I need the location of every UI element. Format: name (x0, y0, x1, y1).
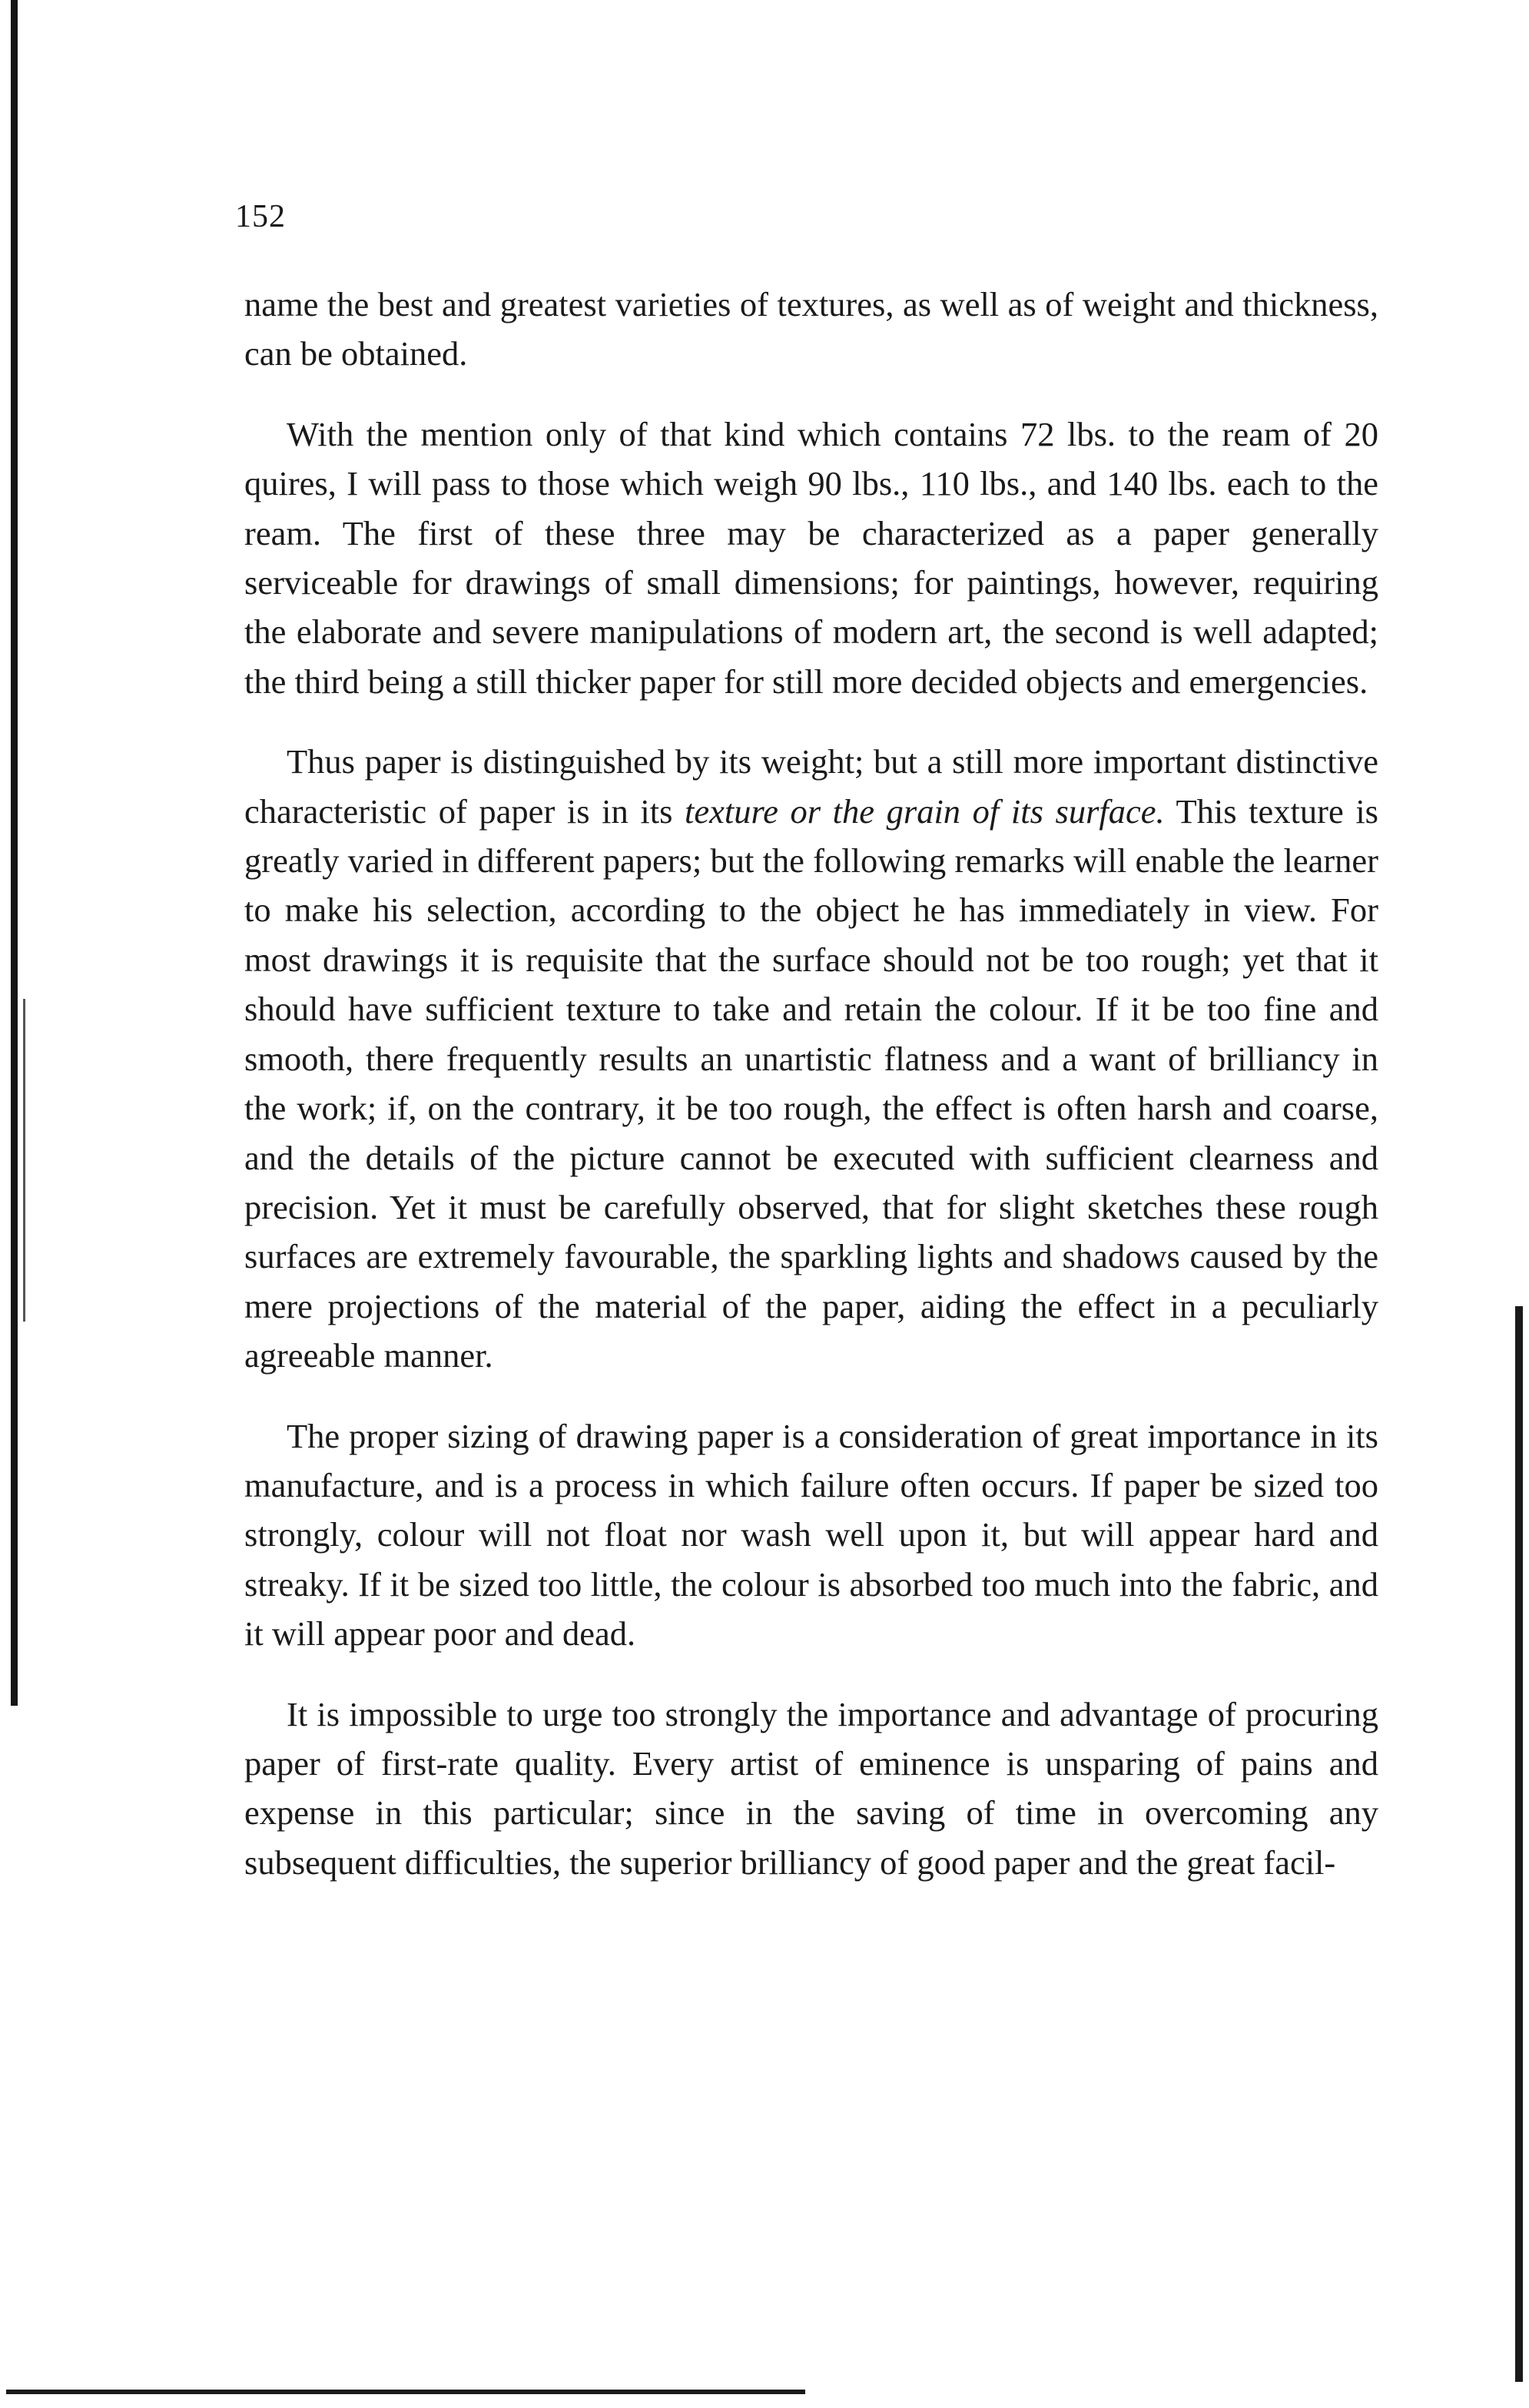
page-left-edge-line (23, 999, 25, 1322)
page-bottom-edge (6, 2390, 805, 2394)
paragraph-1: name the best and greatest varieties of textures, as well as of weight and thickness, can be obtained. (244, 285, 1378, 373)
body-text (244, 280, 1378, 1887)
paragraph-5: It is impossible to urge too strongly the importance and advantage of procuring paper of first-rate quality. Every artist of eminence is unsparing of pains and expense in this particular; since in the saving of time in overcoming any subsequent difficulties, the superior brilliancy of good paper and the great facil- (244, 1694, 1378, 1882)
paragraph-3-italic: texture or the grain of its surface. (685, 791, 1165, 831)
page-number: 152 (235, 199, 286, 234)
paragraph-3-after: This texture is greatly varied in different papers; but the following remarks will enable the learner to make his selection, according to the object he has immediately in view. For most drawings it is requisite that the surface should not be too rough; yet that it should have sufficient texture to take and retain the colour. If it be too fine and smooth, there frequently results an unartistic flatness and a want of brilliancy in the work; if, on the contrary, it be too rough, the effect is often harsh and coarse, and the details of the picture cannot be executed with sufficient clearness and precision. Yet it must be carefully observed, that for slight sketches these rough surfaces are extremely favourable, the sparkling lights and shadows caused by the mere projections of the material of the paper, aiding the effect in a peculiarly agreeable manner. (244, 791, 1378, 1375)
paragraph-3-before: Thus paper is distinguished by its weight; but a still more important distinctive characteristic of paper is in its (244, 742, 1378, 831)
page-left-edge-shadow (11, 0, 18, 1706)
paragraph-4: The proper sizing of drawing paper is a consideration of great importance in its manufacture, and is a process in which failure often occurs. If paper be sized too strongly, colour will not float nor wash well upon it, but will appear hard and streaky. If it be sized too little, the colour is absorbed too much into the fabric, and it will appear poor and dead. (244, 1416, 1378, 1653)
paragraph-3 (244, 737, 1378, 1380)
page-right-edge-shadow (1515, 1306, 1523, 2382)
paragraph-2: With the mention only of that kind which contains 72 lbs. to the ream of 20 quires, I will pass to those which weigh 90 lbs., 110 lbs., and 140 lbs. each to the ream. The first of these three may be characterized as a paper generally serviceable for drawings of small dimensions; for paintings, however, requiring the elaborate and severe manipulations of modern art, the second is well adapted; the third being a still thicker paper for still more decided objects and emergencies. (244, 414, 1378, 701)
